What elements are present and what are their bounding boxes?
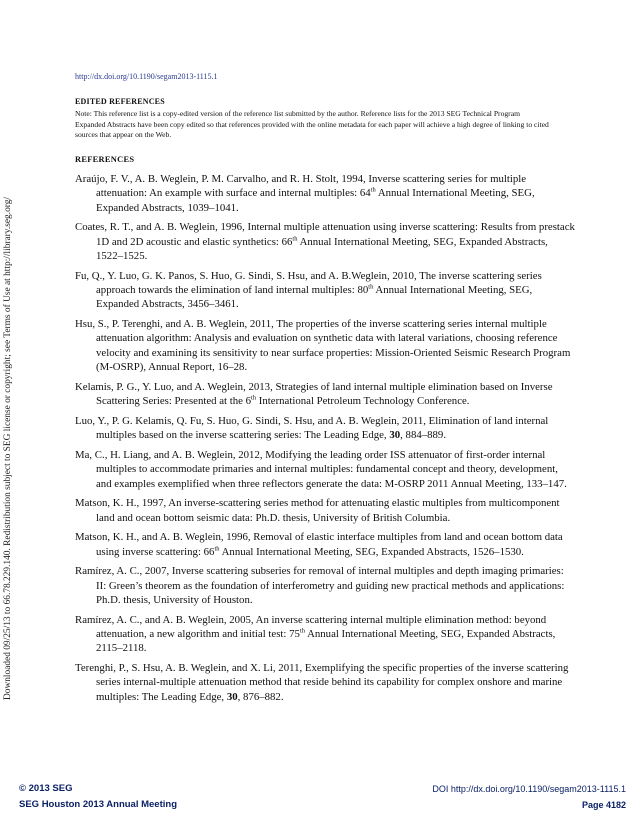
copyright: © 2013 SEG	[19, 783, 73, 794]
references-heading: REFERENCES	[75, 154, 135, 164]
meeting-name: SEG Houston 2013 Annual Meeting	[19, 799, 178, 810]
footer-left	[19, 781, 177, 813]
download-notice: Downloaded 09/25/13 to 66.78.229.140. Redistribution subject to SEG license or copyright; see Terms of Use at http://library.seg.org/	[3, 196, 13, 700]
reference-page	[75, 72, 575, 709]
reference-entry: Luo, Y., P. G. Kelamis, Q. Fu, S. Huo, G. Sindi, S. Hsu, and A. B. Weglein, 2011, Elimination of land internal multiples based on the inverse scattering series: The Leading Edge, 30, 884–889.	[75, 414, 549, 442]
reference-entry: Fu, Q., Y. Luo, G. K. Panos, S. Huo, G. Sindi, S. Hsu, and A. B.Weglein, 2010, The inverse scattering series approach towards the elimination of land internal multiples: 80th Annual International Meeting, SEG, Expanded Abstracts, 3456–3461.	[75, 269, 542, 311]
reference-entry: Hsu, S., P. Terenghi, and A. B. Weglein, 2011, The properties of the inverse scattering series internal multiple attenuation algorithm: Analysis and evaluation on synthetic data with lateral variations, choosing reference velocity and examining its sensitivity to near surface properties: Mission-Oriented Seismic Research Program (M-OSRP), Annual Report, 16–28.	[75, 318, 571, 374]
reference-entry: Kelamis, P. G., Y. Luo, and A. Weglein, 2013, Strategies of land internal multiple elimination based on Inverse Scattering Series: Presented at the 6th International Petroleum Technology Conference.	[75, 380, 553, 408]
reference-entry: Ramírez, A. C., and A. B. Weglein, 2005, An inverse scattering internal multiple elimination method: beyond attenuation, a new algorithm and initial test: 75th Annual International Meeting, SEG, Expanded Abstracts, 2115–2118.	[75, 613, 556, 655]
copy-edit-note: Note: This reference list is a copy-edited version of the reference list submitted by the author. Reference lists for the 2013 SEG Technical Program Expanded Abstracts have been copy edited so that references provided with the online metadata for each paper will achieve a high degree of linking to cited sources that appear on the Web.	[75, 109, 549, 140]
reference-entry: Araújo, F. V., A. B. Weglein, P. M. Carvalho, and R. H. Stolt, 1994, Inverse scattering series for multiple attenuation: An example with surface and internal multiples: 64th Annual International Meeting, SEG, Expanded Abstracts, 1039–1041.	[75, 172, 535, 214]
reference-entry: Matson, K. H., 1997, An inverse-scattering series method for attenuating elastic multiples from multicomponent land and ocean bottom seismic data: Ph.D. thesis, University of British Columbia.	[75, 497, 560, 524]
reference-entry: Matson, K. H., and A. B. Weglein, 1996, Removal of elastic interface multiples from land and ocean bottom data using inverse scattering: 66th Annual International Meeting, SEG, Expanded Abstracts, 1526–1530.	[75, 531, 563, 558]
doi-link[interactable]: http://dx.doi.org/10.1190/segam2013-1115.1	[75, 72, 218, 81]
reference-list	[75, 172, 575, 704]
reference-entry: Ma, C., H. Liang, and A. B. Weglein, 2012, Modifying the leading order ISS attenuator of first-order internal multiples to accommodate primaries and internal multiples: fundamental concept and theory, development, and examples exemplified when three reflectors generate the data: M-OSRP 2011 Annual Meeting, 133–147.	[75, 448, 567, 490]
reference-entry: Coates, R. T., and A. B. Weglein, 1996, Internal multiple attenuation using inverse scattering: Results from prestack 1D and 2D acoustic and elastic synthetics: 66th Annual International Meeting, SEG, Expanded Abstracts, 1522–1525.	[75, 221, 575, 262]
page-number: Page 4182	[581, 800, 626, 810]
footer-doi[interactable]: DOI http://dx.doi.org/10.1190/segam2013-1115.1	[432, 784, 626, 794]
reference-entry: Ramírez, A. C., 2007, Inverse scattering subseries for removal of internal multiples and depth imaging primaries: II: Green’s theorem as the foundation of interferometry and guiding new practical methods and applications: Ph.D. thesis, University of Houston.	[75, 565, 565, 607]
reference-entry: Terenghi, P., S. Hsu, A. B. Weglein, and X. Li, 2011, Exemplifying the specific properties of the inverse scattering series internal-multiple attenuation method that reside behind its capability for complex onshore and marine multiples: The Leading Edge, 30, 876–882.	[75, 662, 569, 703]
footer-right	[432, 781, 626, 813]
edited-references-heading: EDITED REFERENCES	[75, 97, 165, 106]
